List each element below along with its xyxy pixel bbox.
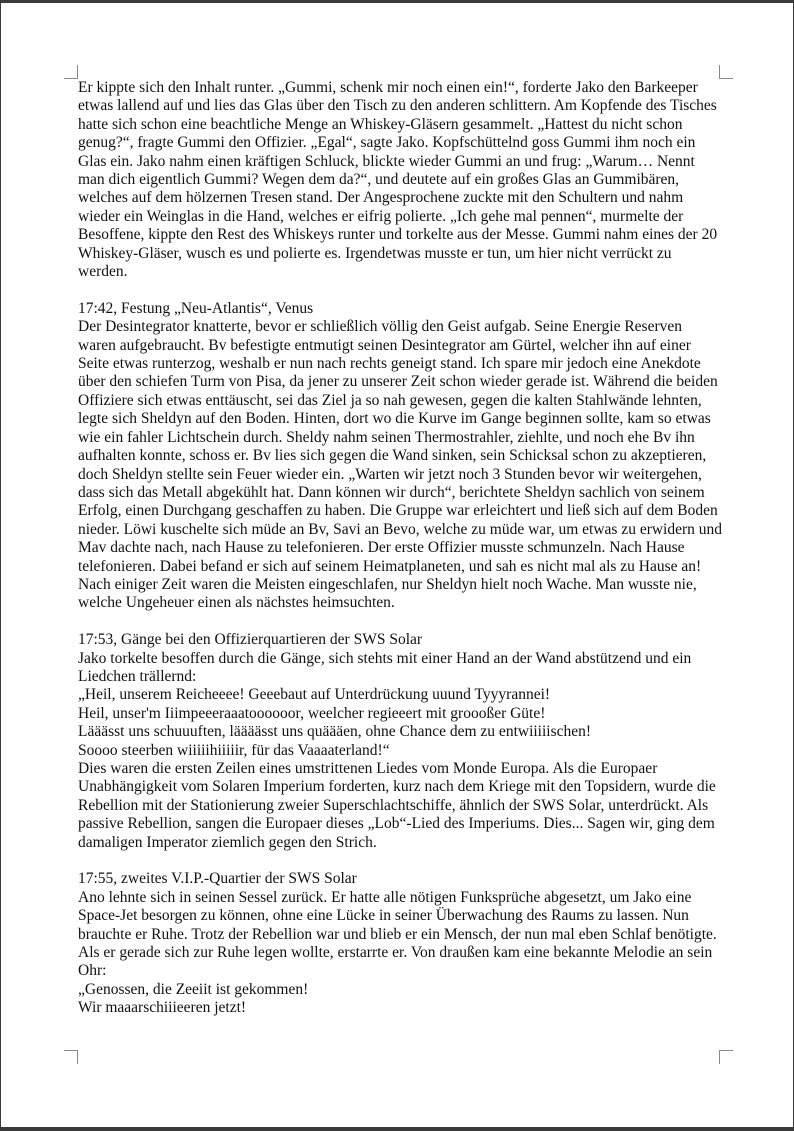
section-heading: 17:42, Festung „Neu-Atlantis“, Venus	[78, 299, 314, 317]
paragraph: Er kippte sich den Inhalt runter. „Gummi, schenk mir noch einen ein!“, forderte Jako den Barkeeper etwas lallend auf und lies das Glas über den Tisch zu den anderen schlittern. Am Kopfende des Tisches hatte sich schon eine beachtliche Menge an Whiskey-Gläsern gesammelt. „Hattest du nicht schon genug?“, fragte Gummi den Offizier. „Egal“, sagte Jako. Kopfschüttelnd goss Gummi ihm noch ein Glas ein. Jako nahm einen kräftigen Schluck, blickte wieder Gummi an und frug: „Warum… Nennt man dich eigentlich Gummi? Wegen dem da?“, und deutete auf ein großes Glas an Gummibären, welches auf dem hölzernen Tresen stand. Der Angesprochene zuckte mit den Schultern und nahm wieder ein Weinglas in die Hand, welches er eifrig polierte. „Ich gehe mal pennen“, murmelte der Besoffene, kippte den Rest des Whiskeys runter und torkelte aus der Messe. Gummi nahm eines der 20 Whiskey-Gläser, wusch es und polierte es. Irgendetwas musste er tun, um hier nicht verrückt zu werden.	[78, 79, 718, 281]
crop-mark-top-right	[719, 65, 733, 79]
song-line: Heil, unser'm Iiimpeeeraaatoooooor, weelcher regieeert mit groooßer Güte!	[78, 704, 546, 722]
blank-line	[78, 613, 723, 631]
paragraph: Dies waren die ersten Zeilen eines umstrittenen Liedes vom Monde Europa. Als die Europaer Unabhängigkeit vom Solaren Imperium forderten, kurz nach dem Kriege mit den Topsidern, wurde die Rebellion mit der Stationierung zweier Superschlachtschiffe, ähnlich der SWS Solar, unterdrückt. Als passive Rebellion, sangen die Europaer dieses „Lob“-Lied des Imperiums. Dies... Sagen wir, ging dem damaligen Imperator ziemlich gegen den Strich.	[78, 760, 716, 851]
page-border-top	[0, 0, 794, 3]
crop-mark-top-left	[64, 65, 78, 79]
song-line: Lääässt uns schuuuften, läääässt uns quäääen, ohne Chance dem zu entwiiiiischen!	[78, 723, 592, 741]
blank-line	[78, 281, 723, 299]
page-border-bottom	[0, 1127, 794, 1131]
crop-mark-bottom-left	[64, 1050, 78, 1064]
paragraph: Jako torkelte besoffen durch die Gänge, sich stehts mit einer Hand an der Wand abstützend und ein Liedchen trällernd:	[78, 649, 692, 685]
paragraph: Der Desintegrator knatterte, bevor er schließlich völlig den Geist aufgab. Seine Energie Reserven waren aufgebraucht. Bv befestigte entmutigt seinen Desintegrator am Gürtel, welcher ihn auf einer Seite etwas runterzog, weshalb er nun nach rechts geneigt stand. Ich spare mir jedoch eine Anekdote über den schiefen Turm von Pisa, da jener zu unserer Zeit schon wieder gerade ist. Während die beiden Offiziere sich etwas enttäuscht, sei das Ziel ja so nah gewesen, gegen die kalten Stahlwände lehnten, legte sich Sheldyn auf den Boden. Hinten, dort wo die Kurve im Gange beginnen sollte, kam so etwas wie ein fahler Lichtschein durch. Sheldy nahm seinen Thermostrahler, ziehlte, und noch ehe Bv ihn aufhalten konnte, schoss er. Bv lies sich gegen die Wand sinken, sein Schicksal schon zu akzeptieren, doch Sheldyn stellte sein Feuer wieder ein. „Warten wir jetzt noch 3 Stunden bevor wir weitergehen, dass sich das Metall abgekühlt hat. Dann können wir durch“, berichtete Sheldyn sachlich von seinem Erfolg, einen Durchgang geschaffen zu haben. Die Gruppe war erleichtert und ließ sich auf dem Boden nieder. Löwi kuschelte sich müde an Bv, Savi an Bevo, welche zu müde war, um etwas zu erwidern und Mav dachte nach, nach Hause zu telefonieren. Der erste Offizier musste schmunzeln. Nach Hause telefonieren. Dabei befand er sich auf seinem Heimatplaneten, und sah es nicht mal als zu Hause an!	[78, 318, 723, 575]
song-line: „Genossen, die Zeeiit ist gekommen!	[78, 980, 309, 998]
song-line: „Heil, unserem Reicheeee! Geeebaut auf Unterdrückung uuund Tyyyrannei!	[78, 686, 551, 704]
blank-line	[78, 852, 723, 870]
crop-mark-bottom-right	[719, 1050, 733, 1064]
song-line: Soooo steerben wiiiiihiiiiir, für das Vaaaaterland!“	[78, 741, 390, 759]
song-line: Wir maaarschiiieeren jetzt!	[78, 999, 247, 1017]
document-body[interactable]	[78, 79, 723, 1018]
section-heading: 17:53, Gänge bei den Offizierquartieren der SWS Solar	[78, 631, 423, 649]
paragraph: Nach einiger Zeit waren die Meisten eingeschlafen, nur Sheldyn hielt noch Wache. Man wusste nie, welche Ungeheuer einen als nächstes heimsuchten.	[78, 575, 697, 612]
paragraph: Ano lehnte sich in seinen Sessel zurück. Er hatte alle nötigen Funksprüche abgesetzt, um Jako eine Space-Jet besorgen zu können, ohne eine Lücke in seiner Überwachung des Raums zu lassen. Nun brauchte er Ruhe. Trotz der Rebellion war und blieb er ein Mensch, der nun mal eben Schlaf benötigte. Als er gerade sich zur Ruhe legen wollte, erstarrte er. Von draußen kam eine bekannte Melodie an sein Ohr:	[78, 888, 717, 980]
page-border-left	[0, 0, 1, 1131]
section-heading: 17:55, zweites V.I.P.-Quartier der SWS Solar	[78, 870, 357, 888]
